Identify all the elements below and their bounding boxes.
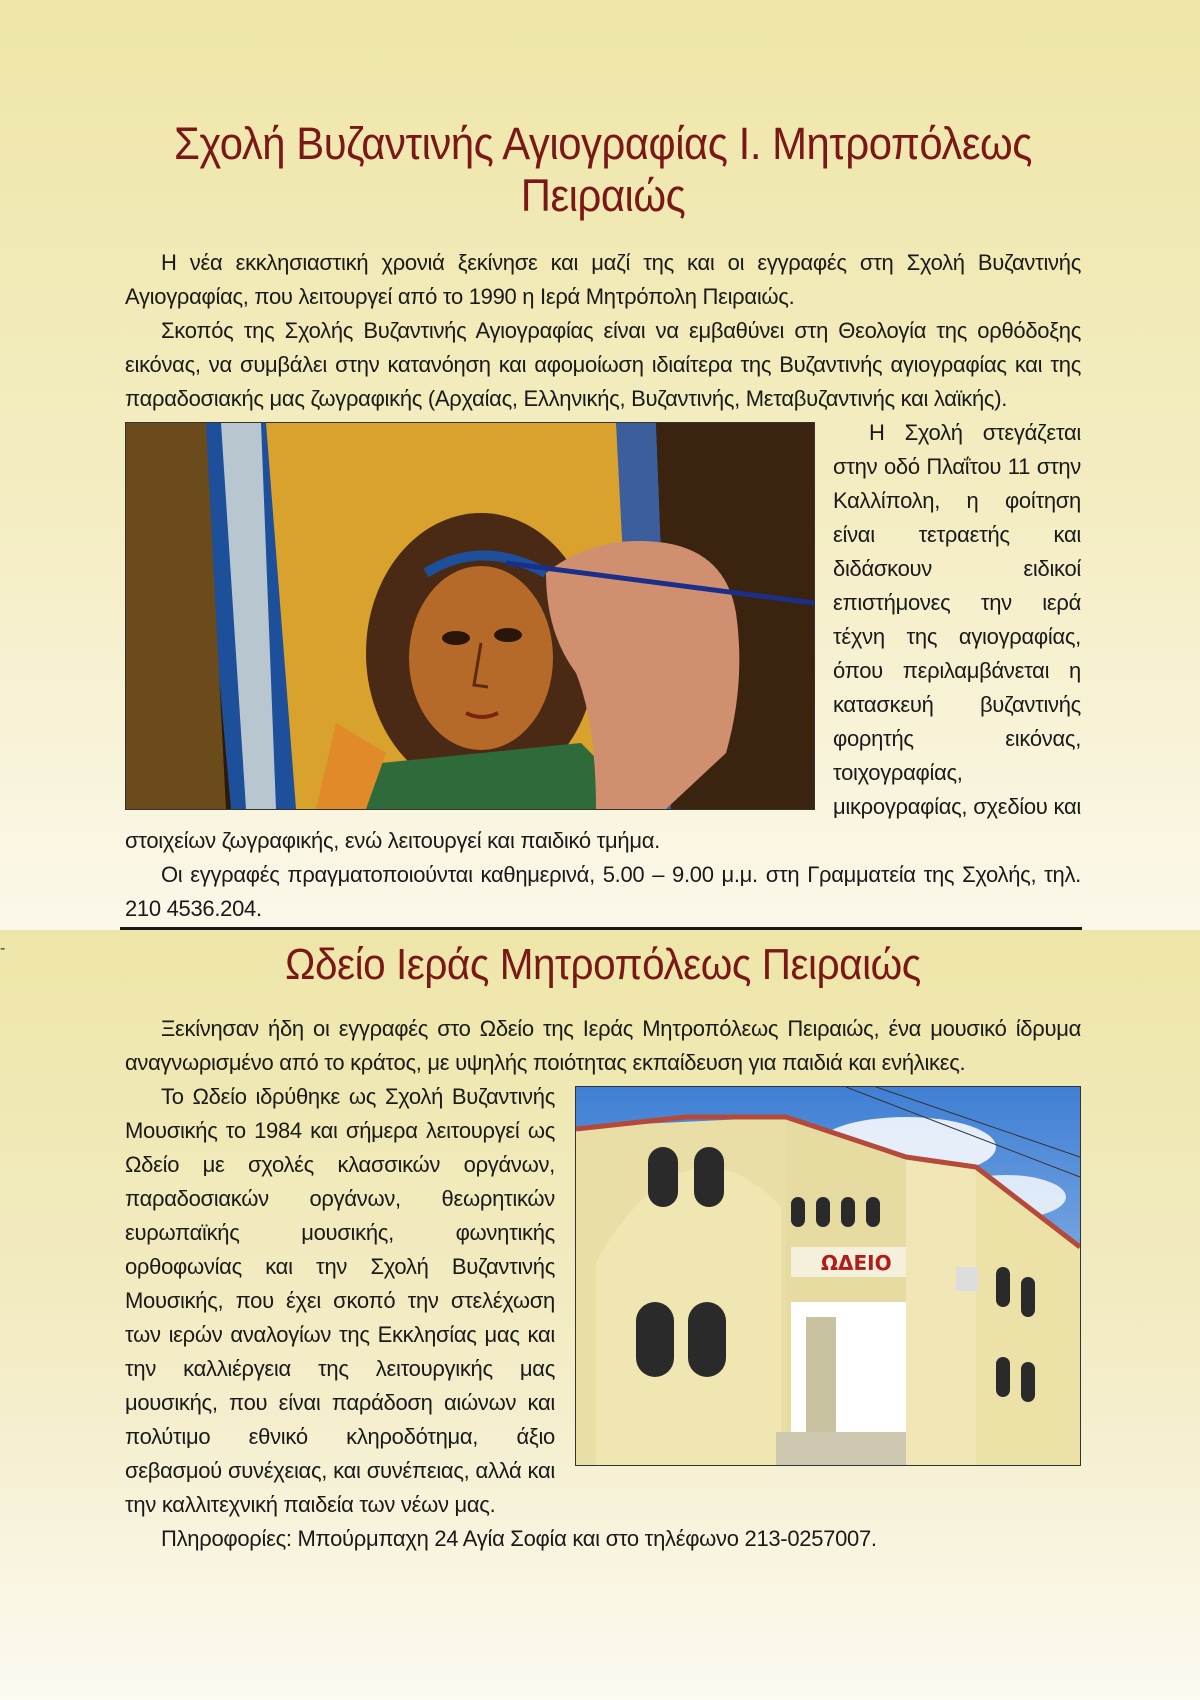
section-divider [120,927,1082,930]
icon-school-title: Σχολή Βυζαντινής Αγιογραφίας Ι. Μητροπόλεως Πειραιώς [174,118,1032,221]
icon-school-section [125,118,1081,926]
conservatory-sign: ΩΔΕΙΟ [821,1251,892,1275]
conservatory-building-photo [575,1086,1081,1466]
icon-school-paragraph-2: Σκοπός της Σχολής Βυζαντινής Αγιογραφίας είναι να εμβαθύνει στη Θεολογία της ορθόδοξης εικόνας, να συμβάλει στην κατανόηση και αφομοίωση ιδιαίτερα της Βυζαντινής αγιογραφίας και της παραδοσιακής μας ζωγραφικής (Αρχαίας, Ελληνικής, Βυζαντινής, Μεταβυζαντινής και λαϊκής). [125,318,1081,411]
icon-school-paragraph-1: Η νέα εκκλησιαστική χρονιά ξεκίνησε και μαζί της και οι εγγραφές στη Σχολή Βυζαντινής Αγιογραφίας, που λειτουργεί από το 1990 η Ιερά Μητρόπολη Πειραιώς. [125,250,1081,309]
conservatory-paragraph-3: Πληροφορίες: Μπούρμπαχη 24 Αγία Σοφία και στο τηλέφωνο 213-0257007. [161,1526,877,1551]
iconography-painting-photo [125,422,815,810]
conservatory-title: Ωδείο Ιεράς Μητροπόλεως Πειραιώς [285,940,921,989]
conservatory-paragraph-1: Ξεκίνησαν ήδη οι εγγραφές στο Ωδείο της Ιεράς Μητροπόλεως Πειραιώς, ένα μουσικό ίδρυμα αναγνωρισμένο από το κράτος, με υψηλής ποιότητας εκπαίδευση για παιδιά και ενήλικες. [125,1016,1081,1075]
conservatory-paragraph-2: Το Ωδείο ιδρύθηκε ως Σχολή Βυζαντινής Μουσικής το 1984 και σήμερα λειτουργεί ως Ωδείο με σχολές κλασσικών οργάνων, παραδοσιακών οργάνων, θεωρητικών ευρωπαϊκής μουσικής, φωνητικής ορθοφωνίας και την Σχολή Βυζαντινής Μουσικής, που έχει σκοπό την στελέχωση των ιερών αναλογίων της Εκκλησίας μας και την καλλιέργεια της λειτουργικής μας μουσικής, που είναι παράδοση αιώνων και πολύτιμο εθνικό κληροδότημα, άξιο σεβασμού συνέχειας, και συνέπειας, αλλά και την καλλιτεχνική παιδεία των νέων μας. [125,1084,555,1517]
icon-school-paragraph-4: Οι εγγραφές πραγματοποιούνται καθημερινά, 5.00 – 9.00 μ.μ. στη Γραμματεία της Σχολής, τηλ. 210 4536.204. [125,862,1081,921]
margin-mark: - [0,940,6,957]
icon-school-paragraph-3: Η Σχολή στεγάζεται στην οδό Πλαΐτου 11 στην Καλλίπολη, η φοίτηση είναι τετραετής και διδάσκουν ειδικοί επιστήμονες την ιερά τέχνη της αγιογραφίας, όπου περιλαμβάνεται η κατασκευή βυζαντινής φορητής εικόνας, τοιχογραφίας, μικρογραφίας, σχεδίου και στοιχείων ζωγραφικής, ενώ λειτουργεί και παιδικό τμήμα. [125,420,1081,853]
conservatory-section [125,940,1081,1556]
